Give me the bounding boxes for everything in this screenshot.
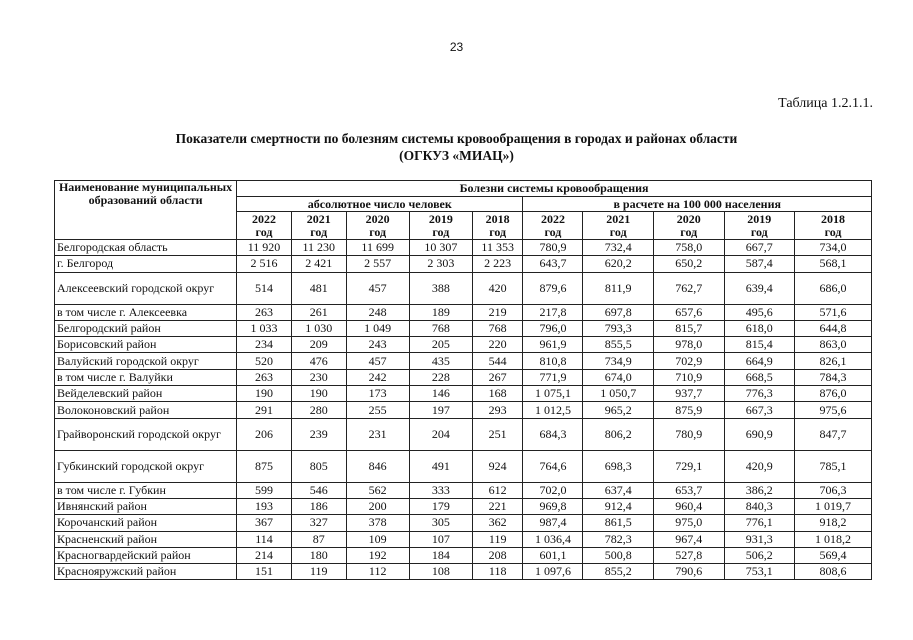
row-value: 1 018,2: [795, 531, 872, 547]
header-year-value: 2022: [251, 211, 276, 226]
row-value: 457: [346, 272, 409, 304]
row-value: 230: [291, 369, 346, 385]
row-value: 815,4: [724, 337, 795, 353]
row-value: 924: [472, 450, 523, 482]
row-value: 840,3: [724, 498, 795, 514]
table-row: [55, 450, 872, 482]
header-year-value: 2018: [485, 211, 510, 226]
row-value: 620,2: [583, 256, 654, 272]
row-value: 729,1: [653, 450, 724, 482]
table-row: [55, 386, 872, 402]
row-value: 263: [237, 304, 292, 320]
row-value: 811,9: [583, 272, 654, 304]
header-year: [653, 212, 724, 240]
header-disease-group: Болезни системы кровообращения: [237, 181, 872, 197]
row-value: 221: [472, 498, 523, 514]
row-value: 780,9: [523, 240, 583, 256]
row-value: 861,5: [583, 515, 654, 531]
row-value: 768: [409, 320, 472, 336]
row-value: 810,8: [523, 353, 583, 369]
row-name: Губкинский городской округ: [55, 450, 237, 482]
row-value: 601,1: [523, 547, 583, 563]
row-value: 114: [237, 531, 292, 547]
row-value: 918,2: [795, 515, 872, 531]
page-number: 23: [449, 40, 464, 54]
header-year-value: 2020: [676, 211, 701, 226]
header-year-suffix: год: [255, 224, 273, 239]
row-value: 710,9: [653, 369, 724, 385]
row-value: 653,7: [653, 482, 724, 498]
row-value: 506,2: [724, 547, 795, 563]
row-value: 495,6: [724, 304, 795, 320]
row-value: 686,0: [795, 272, 872, 304]
row-value: 1 012,5: [523, 402, 583, 418]
table-number: Таблица 1.2.1.1.: [778, 96, 873, 111]
row-value: 568,1: [795, 256, 872, 272]
row-name: Ивнянский район: [55, 498, 237, 514]
row-name: Краснояружский район: [55, 564, 237, 580]
table-row: [55, 272, 872, 304]
header-year-suffix: год: [680, 224, 698, 239]
header-year: [583, 212, 654, 240]
table-row: [55, 320, 872, 336]
row-value: 879,6: [523, 272, 583, 304]
mortality-table: [54, 180, 872, 580]
table-body: [55, 240, 872, 580]
row-value: 808,6: [795, 564, 872, 580]
header-year-value: 2022: [540, 211, 565, 226]
row-value: 10 307: [409, 240, 472, 256]
row-value: 960,4: [653, 498, 724, 514]
row-value: 231: [346, 418, 409, 450]
row-value: 220: [472, 337, 523, 353]
row-name: Волоконовский район: [55, 402, 237, 418]
row-value: 965,2: [583, 402, 654, 418]
row-value: 209: [291, 337, 346, 353]
row-value: 242: [346, 369, 409, 385]
row-value: 146: [409, 386, 472, 402]
row-value: 388: [409, 272, 472, 304]
row-value: 815,7: [653, 320, 724, 336]
row-value: 690,9: [724, 418, 795, 450]
row-value: 758,0: [653, 240, 724, 256]
row-value: 189: [409, 304, 472, 320]
row-value: 1 036,4: [523, 531, 583, 547]
row-value: 684,3: [523, 418, 583, 450]
row-value: 420: [472, 272, 523, 304]
row-value: 261: [291, 304, 346, 320]
row-value: 11 230: [291, 240, 346, 256]
table-row: [55, 531, 872, 547]
row-value: 197: [409, 402, 472, 418]
row-name: Валуйский городской округ: [55, 353, 237, 369]
row-name: в том числе г. Губкин: [55, 482, 237, 498]
row-value: 967,4: [653, 531, 724, 547]
header-absolute: абсолютное число человек: [237, 197, 523, 212]
row-value: 291: [237, 402, 292, 418]
row-value: 599: [237, 482, 292, 498]
row-value: 173: [346, 386, 409, 402]
row-value: 771,9: [523, 369, 583, 385]
row-value: 11 353: [472, 240, 523, 256]
table-row: [55, 369, 872, 385]
row-value: 657,6: [653, 304, 724, 320]
row-value: 243: [346, 337, 409, 353]
row-value: 612: [472, 482, 523, 498]
row-value: 618,0: [724, 320, 795, 336]
row-value: 119: [291, 564, 346, 580]
row-value: 697,8: [583, 304, 654, 320]
row-value: 190: [237, 386, 292, 402]
row-value: 1 049: [346, 320, 409, 336]
header-year-suffix: год: [489, 224, 507, 239]
table-row: [55, 418, 872, 450]
row-value: 251: [472, 418, 523, 450]
row-name: Белгородская область: [55, 240, 237, 256]
row-value: 793,3: [583, 320, 654, 336]
row-value: 762,7: [653, 272, 724, 304]
table-row: [55, 337, 872, 353]
row-name: Красненский район: [55, 531, 237, 547]
row-value: 734,9: [583, 353, 654, 369]
header-year: [291, 212, 346, 240]
row-value: 1 019,7: [795, 498, 872, 514]
table-row: [55, 256, 872, 272]
header-year-suffix: год: [544, 224, 562, 239]
row-value: 668,5: [724, 369, 795, 385]
row-value: 698,3: [583, 450, 654, 482]
row-value: 367: [237, 515, 292, 531]
row-value: 776,3: [724, 386, 795, 402]
row-value: 644,8: [795, 320, 872, 336]
row-value: 327: [291, 515, 346, 531]
row-value: 168: [472, 386, 523, 402]
row-value: 667,7: [724, 240, 795, 256]
row-value: 186: [291, 498, 346, 514]
row-value: 664,9: [724, 353, 795, 369]
row-value: 987,4: [523, 515, 583, 531]
header-year-value: 2021: [606, 211, 631, 226]
row-value: 200: [346, 498, 409, 514]
row-value: 193: [237, 498, 292, 514]
row-value: 544: [472, 353, 523, 369]
row-name: в том числе г. Валуйки: [55, 369, 237, 385]
title-line-2: (ОГКУЗ «МИАЦ»): [399, 148, 514, 163]
row-value: 702,9: [653, 353, 724, 369]
row-value: 978,0: [653, 337, 724, 353]
header-year: [724, 212, 795, 240]
header-rate: в расчете на 100 000 населения: [523, 197, 872, 212]
row-value: 192: [346, 547, 409, 563]
header-year-suffix: год: [432, 224, 450, 239]
header-year-suffix: год: [369, 224, 387, 239]
row-value: 587,4: [724, 256, 795, 272]
row-value: 826,1: [795, 353, 872, 369]
row-value: 217,8: [523, 304, 583, 320]
row-value: 805: [291, 450, 346, 482]
row-value: 650,2: [653, 256, 724, 272]
row-value: 514: [237, 272, 292, 304]
row-value: 674,0: [583, 369, 654, 385]
row-value: 293: [472, 402, 523, 418]
table-row: [55, 547, 872, 563]
row-value: 2 557: [346, 256, 409, 272]
row-value: 734,0: [795, 240, 872, 256]
row-value: 112: [346, 564, 409, 580]
row-value: 476: [291, 353, 346, 369]
row-value: 790,6: [653, 564, 724, 580]
row-name: г. Белгород: [55, 256, 237, 272]
table-row: [55, 353, 872, 369]
row-value: 255: [346, 402, 409, 418]
row-value: 435: [409, 353, 472, 369]
table-row: [55, 482, 872, 498]
row-value: 234: [237, 337, 292, 353]
row-value: 280: [291, 402, 346, 418]
row-value: 1 033: [237, 320, 292, 336]
header-year-suffix: год: [609, 224, 627, 239]
row-value: 305: [409, 515, 472, 531]
row-name: Корочанский район: [55, 515, 237, 531]
header-year: [472, 212, 523, 240]
row-value: 151: [237, 564, 292, 580]
row-value: 11 920: [237, 240, 292, 256]
row-name: Грайворонский городской округ: [55, 418, 237, 450]
row-value: 1 030: [291, 320, 346, 336]
header-year: [795, 212, 872, 240]
row-value: 184: [409, 547, 472, 563]
row-value: 562: [346, 482, 409, 498]
row-value: 855,2: [583, 564, 654, 580]
row-value: 846: [346, 450, 409, 482]
table-row: [55, 515, 872, 531]
row-value: 190: [291, 386, 346, 402]
row-value: 219: [472, 304, 523, 320]
row-value: 386,2: [724, 482, 795, 498]
row-value: 1 097,6: [523, 564, 583, 580]
row-value: 214: [237, 547, 292, 563]
row-value: 546: [291, 482, 346, 498]
header-name-column: Наименование муниципальных образований области: [55, 181, 237, 240]
row-value: 119: [472, 531, 523, 547]
row-name: Вейделевский район: [55, 386, 237, 402]
row-value: 420,9: [724, 450, 795, 482]
header-year-suffix: год: [750, 224, 768, 239]
row-value: 87: [291, 531, 346, 547]
row-name: в том числе г. Алексеевка: [55, 304, 237, 320]
row-name: Борисовский район: [55, 337, 237, 353]
row-value: 179: [409, 498, 472, 514]
row-value: 776,1: [724, 515, 795, 531]
row-value: 937,7: [653, 386, 724, 402]
row-value: 108: [409, 564, 472, 580]
row-value: 706,3: [795, 482, 872, 498]
row-value: 2 303: [409, 256, 472, 272]
row-value: 764,6: [523, 450, 583, 482]
row-value: 208: [472, 547, 523, 563]
header-year-value: 2021: [306, 211, 331, 226]
table-row: [55, 402, 872, 418]
row-value: 11 699: [346, 240, 409, 256]
row-value: 637,4: [583, 482, 654, 498]
table-row: [55, 304, 872, 320]
row-value: 975,6: [795, 402, 872, 418]
row-value: 2 516: [237, 256, 292, 272]
row-value: 362: [472, 515, 523, 531]
row-value: 204: [409, 418, 472, 450]
table-row: [55, 564, 872, 580]
row-value: 796,0: [523, 320, 583, 336]
row-value: 527,8: [653, 547, 724, 563]
row-value: 667,3: [724, 402, 795, 418]
row-value: 768: [472, 320, 523, 336]
row-value: 931,3: [724, 531, 795, 547]
row-name: Красногвардейский район: [55, 547, 237, 563]
row-value: 263: [237, 369, 292, 385]
row-value: 912,4: [583, 498, 654, 514]
table-row: [55, 498, 872, 514]
row-value: 702,0: [523, 482, 583, 498]
row-value: 378: [346, 515, 409, 531]
row-value: 975,0: [653, 515, 724, 531]
row-name: Белгородский район: [55, 320, 237, 336]
header-year-value: 2018: [821, 211, 846, 226]
row-value: 875,9: [653, 402, 724, 418]
table-row: [55, 240, 872, 256]
row-value: 571,6: [795, 304, 872, 320]
row-value: 780,9: [653, 418, 724, 450]
header-year: [409, 212, 472, 240]
row-value: 520: [237, 353, 292, 369]
header-year: [523, 212, 583, 240]
row-value: 855,5: [583, 337, 654, 353]
header-year: [237, 212, 292, 240]
row-value: 784,3: [795, 369, 872, 385]
table-title: [0, 130, 913, 164]
row-value: 228: [409, 369, 472, 385]
row-value: 248: [346, 304, 409, 320]
row-value: 491: [409, 450, 472, 482]
header-year-value: 2019: [747, 211, 772, 226]
row-value: 2 223: [472, 256, 523, 272]
row-value: 2 421: [291, 256, 346, 272]
row-value: 876,0: [795, 386, 872, 402]
row-value: 457: [346, 353, 409, 369]
row-value: 205: [409, 337, 472, 353]
row-value: 1 050,7: [583, 386, 654, 402]
row-value: 109: [346, 531, 409, 547]
row-value: 206: [237, 418, 292, 450]
row-value: 785,1: [795, 450, 872, 482]
row-value: 863,0: [795, 337, 872, 353]
header-year-value: 2019: [428, 211, 453, 226]
row-value: 639,4: [724, 272, 795, 304]
row-value: 500,8: [583, 547, 654, 563]
row-value: 333: [409, 482, 472, 498]
row-value: 643,7: [523, 256, 583, 272]
row-value: 569,4: [795, 547, 872, 563]
row-value: 267: [472, 369, 523, 385]
header-year-value: 2020: [365, 211, 390, 226]
header-year-suffix: год: [310, 224, 328, 239]
title-line-1: Показатели смертности по болезням системы кровообращения в городах и районах области: [175, 131, 738, 146]
row-value: 239: [291, 418, 346, 450]
row-value: 806,2: [583, 418, 654, 450]
row-value: 118: [472, 564, 523, 580]
row-value: 180: [291, 547, 346, 563]
row-value: 732,4: [583, 240, 654, 256]
row-value: 847,7: [795, 418, 872, 450]
header-year-suffix: год: [824, 224, 842, 239]
row-value: 875: [237, 450, 292, 482]
row-value: 1 075,1: [523, 386, 583, 402]
row-value: 753,1: [724, 564, 795, 580]
row-name: Алексеевский городской округ: [55, 272, 237, 304]
row-value: 961,9: [523, 337, 583, 353]
row-value: 782,3: [583, 531, 654, 547]
row-value: 481: [291, 272, 346, 304]
header-year: [346, 212, 409, 240]
row-value: 969,8: [523, 498, 583, 514]
row-value: 107: [409, 531, 472, 547]
